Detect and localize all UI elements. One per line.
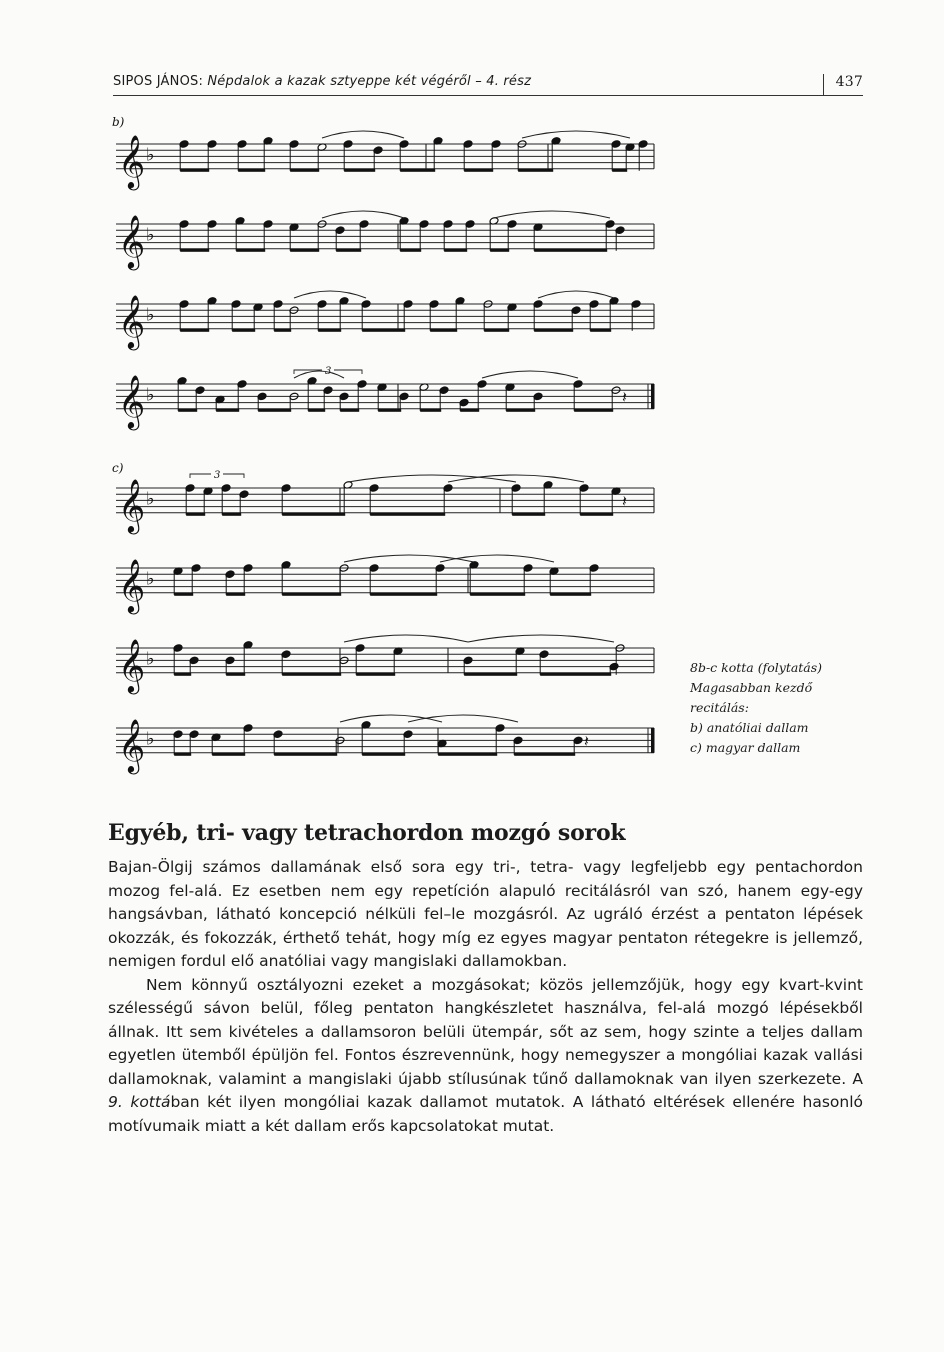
note-beam: [362, 753, 405, 756]
note-beam: [344, 169, 375, 172]
note-beam: [370, 593, 437, 596]
flat-sign-icon: ♭: [146, 304, 155, 326]
note-beam: [222, 513, 241, 516]
note-beam: [226, 593, 245, 596]
note-beam: [174, 673, 191, 676]
note-beam: [400, 249, 421, 252]
flat-sign-icon: ♭: [146, 488, 155, 510]
page-number: 437: [823, 74, 863, 96]
note-beam: [612, 169, 627, 172]
note-beam: [514, 753, 575, 756]
triplet-mark: 3: [214, 470, 221, 481]
final-barline: [651, 728, 655, 753]
treble-clef-icon: 𝄞: [118, 213, 146, 268]
note-beam: [238, 169, 265, 172]
music-score: [108, 112, 688, 802]
note-beam: [550, 593, 591, 596]
note-beam: [282, 593, 341, 596]
note-beam: [336, 249, 361, 252]
note-beam: [464, 169, 493, 172]
slur: [522, 131, 630, 138]
treble-clef-icon: 𝄞: [118, 557, 146, 612]
note-beam: [534, 329, 573, 332]
rest-icon: 𝄽: [584, 731, 589, 751]
score-reference: 9. kottá: [108, 1093, 171, 1111]
note-beam: [460, 409, 479, 412]
flat-sign-icon: ♭: [146, 144, 155, 166]
section-heading: Egyéb, tri- vagy tetrachordon mozgó sorok: [108, 820, 626, 846]
note-beam: [470, 593, 525, 596]
caption-line: 8b-c kotta (folytatás): [690, 660, 823, 675]
treble-clef-icon: 𝄞: [118, 717, 146, 772]
rest-icon: 𝄽: [622, 387, 627, 407]
treble-clef-icon: 𝄞: [118, 477, 146, 532]
note-beam: [212, 753, 245, 756]
paragraph-text: Nem könnyű osztályozni ezeket a mozgásokat; közös jellemzőjük, hogy egy kvart-kvint szélességű sávon belül, főleg pentaton hangkészletet használva, fel-alá mozgó lépésekből állnak. Itt sem kivételes a dallamsoron belüli ütempár, sőt az sem, hogy szinte a teljes dallam egyetlen ütemből épüljön fel. Fontos észrevennünk, hogy nemegyszer a mongóliai kazak vallási dallamoknak, valamint a mangislaki újabb stílusúnak tűnő dallamoknak van ilyen szerkezete. A: [108, 975, 863, 1088]
note-beam: [180, 329, 209, 332]
note-beam: [518, 169, 553, 172]
note-beam: [174, 753, 191, 756]
section-label-c: c): [112, 461, 124, 475]
author-name: SIPOS JÁNOS:: [113, 74, 204, 89]
note-beam: [464, 673, 517, 676]
slur: [322, 131, 404, 138]
body-text: [108, 856, 863, 1138]
note-beam: [484, 329, 509, 332]
flat-sign-icon: ♭: [146, 728, 155, 750]
caption-line: b) anatóliai dallam: [690, 720, 809, 735]
slur: [294, 291, 366, 298]
note-beam: [274, 753, 337, 756]
note-beam: [438, 753, 497, 756]
final-barline: [651, 384, 655, 409]
note-beam: [340, 409, 359, 412]
note-beam: [236, 249, 265, 252]
note-beam: [282, 513, 345, 516]
slur: [538, 291, 614, 298]
note-beam: [180, 249, 209, 252]
note-beam: [420, 409, 441, 412]
header-rule: [113, 95, 863, 96]
note-beam: [232, 329, 255, 332]
slur: [440, 555, 554, 562]
triplet-mark: 3: [325, 366, 332, 377]
flat-sign-icon: ♭: [146, 648, 155, 670]
flat-sign-icon: ♭: [146, 384, 155, 406]
note-beam: [580, 513, 613, 516]
treble-clef-icon: 𝄞: [118, 637, 146, 692]
note-beam: [318, 329, 341, 332]
article-title: Népdalok a kazak sztyeppe két végéről – 4. rész: [207, 74, 532, 89]
treble-clef-icon: 𝄞: [118, 373, 146, 428]
note-beam: [534, 249, 607, 252]
caption-line: recitálás:: [690, 700, 749, 715]
note-beam: [216, 409, 239, 412]
note-beam: [226, 673, 245, 676]
note-beam: [430, 329, 457, 332]
note-beam: [362, 329, 405, 332]
note-beam: [490, 249, 509, 252]
note-beam: [274, 329, 291, 332]
section-label-b: b): [112, 115, 125, 129]
treble-clef-icon: 𝄞: [118, 293, 146, 348]
treble-clef-icon: 𝄞: [118, 133, 146, 188]
paragraph: [108, 974, 863, 1139]
note-beam: [180, 169, 209, 172]
note-beam: [512, 513, 545, 516]
slur: [408, 715, 518, 722]
note-beam: [370, 513, 445, 516]
note-beam: [308, 409, 325, 412]
caption-line: Magasabban kezdő: [690, 680, 813, 695]
slur: [322, 211, 404, 218]
note-beam: [356, 673, 395, 676]
note-beam: [174, 593, 193, 596]
rest-icon: 𝄽: [622, 491, 627, 511]
note-beam: [258, 409, 291, 412]
note-beam: [378, 409, 401, 412]
note-beam: [290, 249, 319, 252]
note-beam: [290, 169, 319, 172]
slur: [344, 635, 468, 642]
slur: [294, 371, 344, 378]
running-head: [113, 74, 863, 96]
note-beam: [178, 409, 197, 412]
slur: [494, 211, 610, 218]
note-beam: [400, 169, 435, 172]
note-beam: [540, 673, 611, 676]
note-beam: [444, 249, 467, 252]
note-beam: [590, 329, 611, 332]
note-beam: [574, 409, 613, 412]
caption-line: c) magyar dallam: [690, 740, 801, 755]
note-beam: [506, 409, 535, 412]
flat-sign-icon: ♭: [146, 224, 155, 246]
paragraph-text: ban két ilyen mongóliai kazak dallamot mutatok. A látható eltérések ellenére hasonló motívumaik miatt a két dallam erős kapcsolatokat mutat.: [108, 1093, 864, 1135]
slur: [468, 635, 614, 642]
note-beam: [282, 673, 341, 676]
flat-sign-icon: ♭: [146, 568, 155, 590]
paragraph: Bajan-Ölgij számos dallamának első sora egy tri-, tetra- vagy legfeljebb egy pentachordon mozog fel-alá. Ez esetben nem egy repetíción alapuló recitálásról van szó, hanem egy-egy hangsávban, látható koncepció nélküli fel–le mozgásról. Az ugráló érzést a pentaton lépések okozzák, és fokozzák, érthető tehát, hogy míg ez egyes magyar pentaton rétegekre is jellemző, nemigen fordul elő anatóliai vagy mangislaki dallamokban.: [108, 858, 863, 970]
slur: [482, 371, 578, 378]
note-beam: [186, 513, 205, 516]
score-caption: [690, 658, 865, 758]
